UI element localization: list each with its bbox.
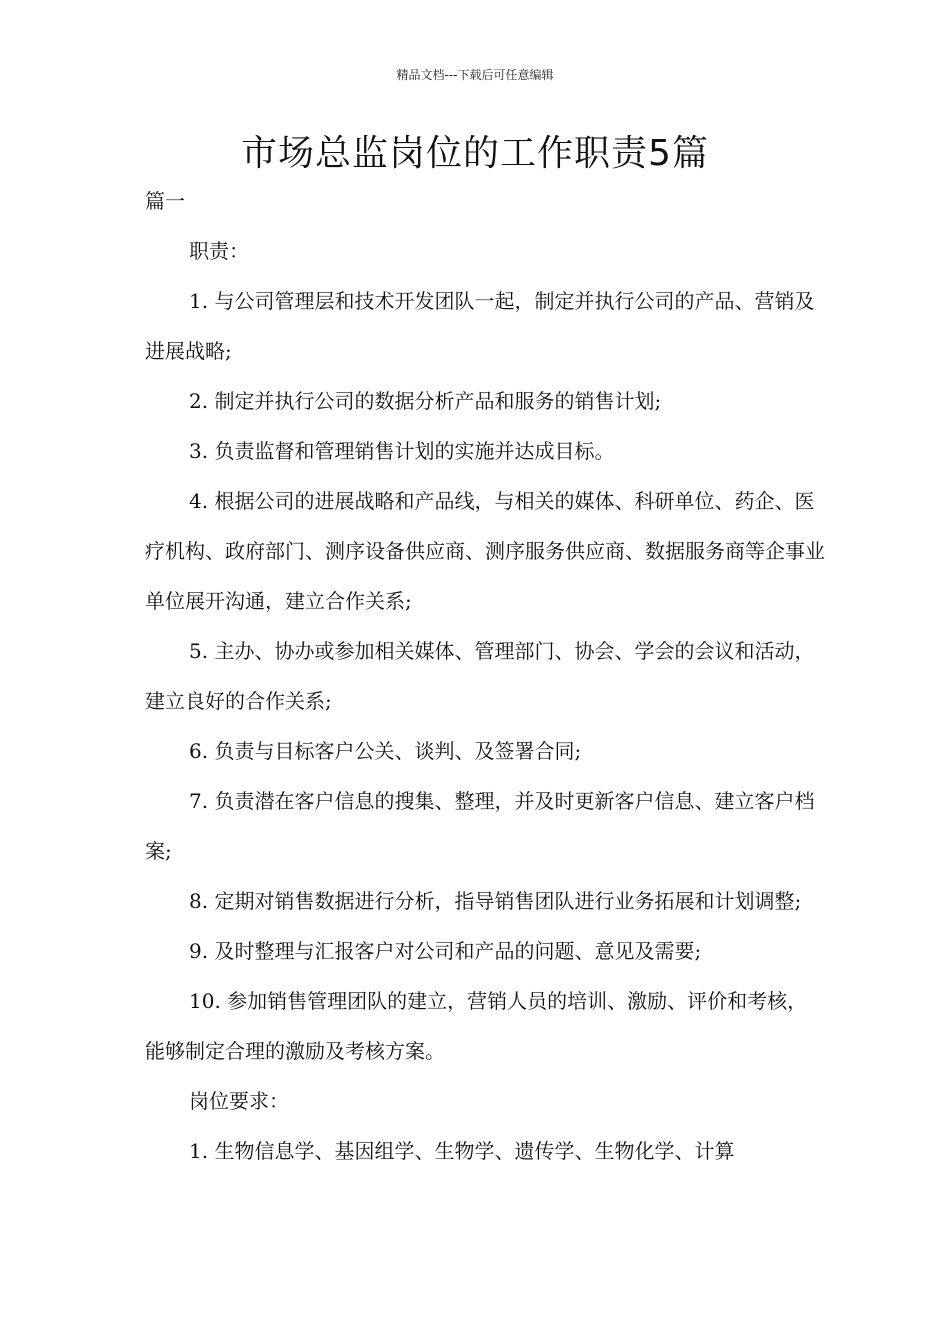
- requirements-heading: 岗位要求：: [189, 1089, 289, 1113]
- responsibility-item: 5. 主办、协办或参加相关媒体、管理部门、协会、学会的会议和活动，建立良好的合作关系;: [145, 639, 815, 713]
- header-note: 精品文档---下载后可任意编辑: [396, 68, 554, 82]
- requirement-item: 1. 生物信息学、基因组学、生物学、遗传学、生物化学、计算: [189, 1139, 735, 1163]
- responsibility-item: 8. 定期对销售数据进行分析，指导销售团队进行业务拓展和计划调整;: [189, 889, 802, 913]
- section-label: 篇一: [145, 189, 185, 213]
- responsibility-item: 3. 负责监督和管理销售计划的实施并达成目标。: [189, 439, 615, 463]
- responsibility-item: 7. 负责潜在客户信息的搜集、整理，并及时更新客户信息、建立客户档案;: [145, 789, 815, 863]
- responsibility-item: 1. 与公司管理层和技术开发团队一起，制定并执行公司的产品、营销及进展战略;: [145, 289, 815, 363]
- responsibility-item: 6. 负责与目标客户公关、谈判、及签署合同;: [189, 739, 582, 763]
- responsibility-item: 10. 参加销售管理团队的建立，营销人员的培训、激励、评价和考核，能够制定合理的激励及考核方案。: [145, 989, 808, 1063]
- responsibility-item: 4. 根据公司的进展战略和产品线，与相关的媒体、科研单位、药企、医疗机构、政府部门、测序设备供应商、测序服务供应商、数据服务商等企事业单位展开沟通，建立合作关系;: [145, 489, 825, 613]
- responsibility-item: 9. 及时整理与汇报客户对公司和产品的问题、意见及需要;: [189, 939, 702, 963]
- responsibilities-heading: 职责：: [189, 239, 249, 263]
- document-title: 市场总监岗位的工作职责5篇: [241, 133, 709, 174]
- responsibility-item: 2. 制定并执行公司的数据分析产品和服务的销售计划;: [189, 389, 662, 413]
- document-body: [145, 176, 825, 1176]
